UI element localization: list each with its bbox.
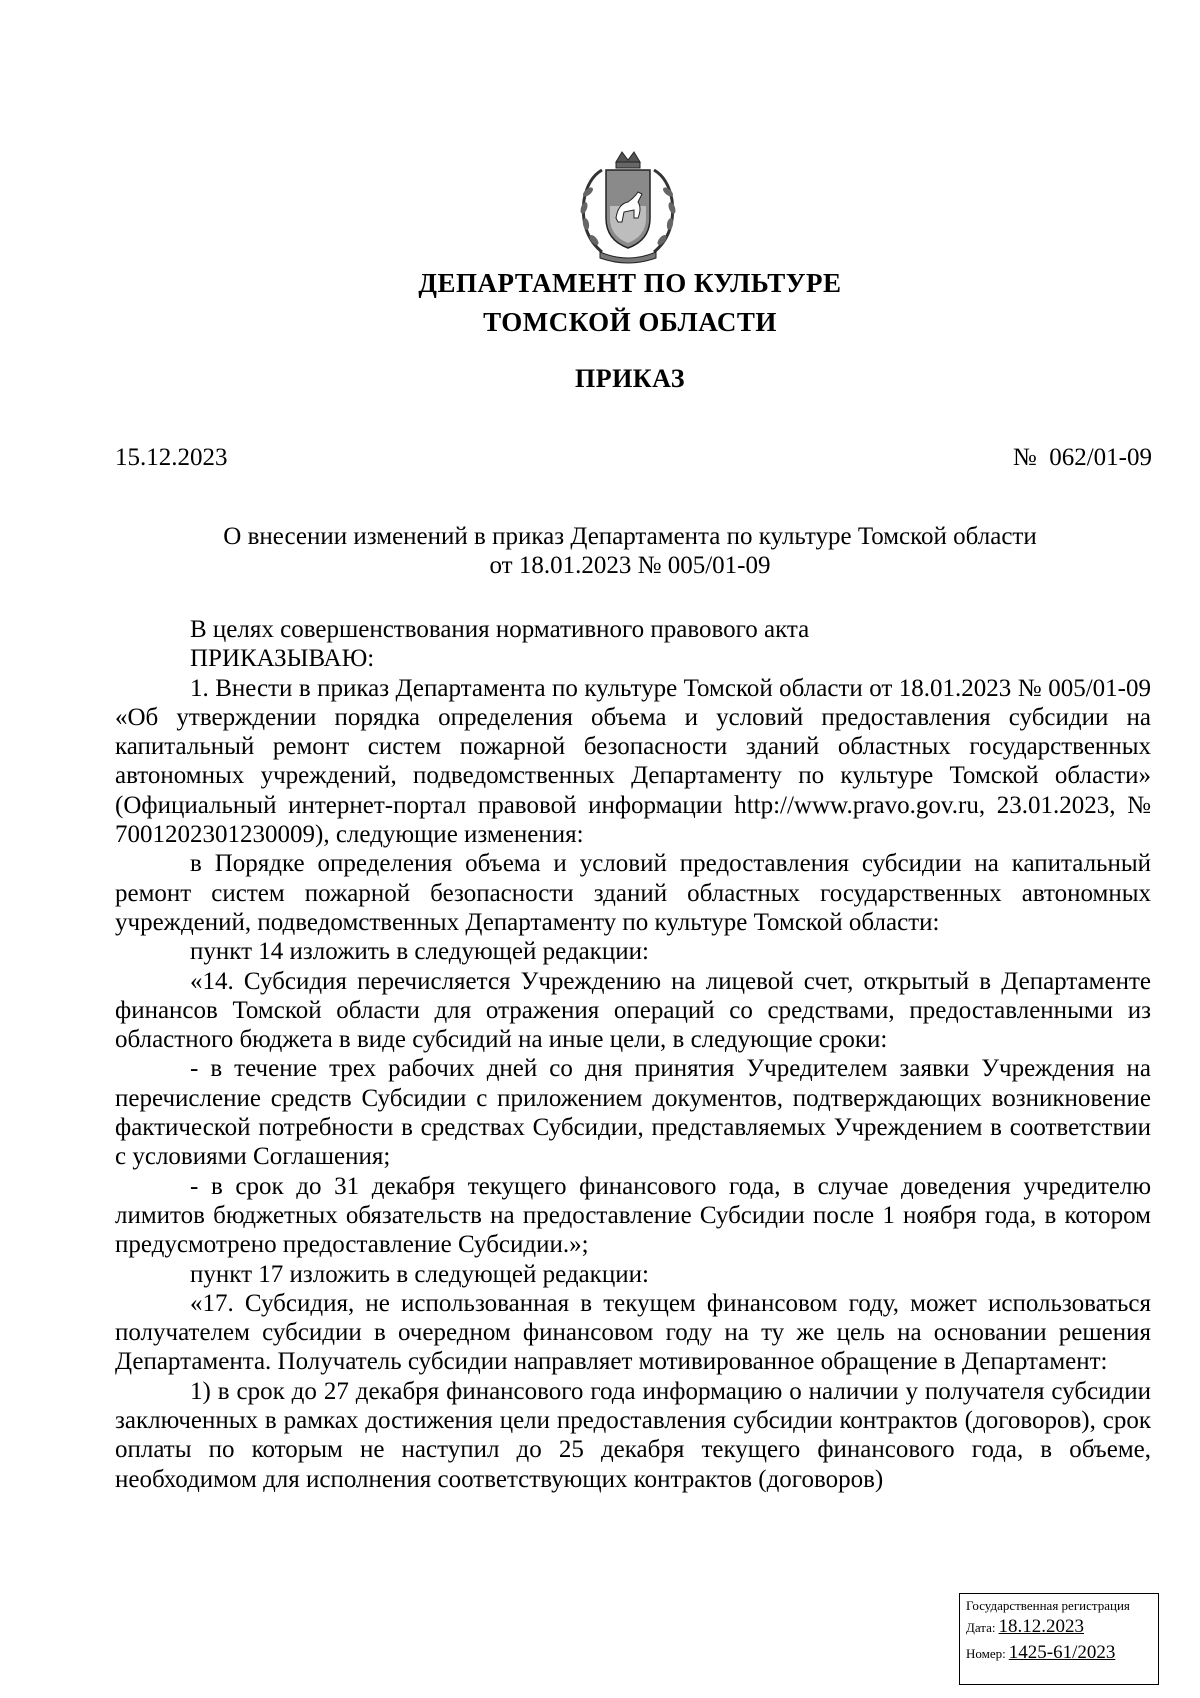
body-paragraph-point17-intro: пункт 17 изложить в следующей редакции:	[190, 1260, 649, 1288]
registration-title: Государственная регистрация	[966, 1598, 1130, 1613]
body-paragraph-item1: 1. Внести в приказ Департамента по культуре Томской области от 18.01.2023 № 005/01-09 «Об утверждении порядка определения объема и условий предоставления субсидии на капитальный ремонт систем пожарной безопасности зданий областных государственных автономных учреждений, подведомственных Департаменту по культуре Томской области» (Официальный интернет-портал правовой информации http://www.pravo.gov.ru, 23.01.2023, № 7001202301230009), следующие изменения:	[115, 674, 1151, 849]
body-paragraph-term1: - в течение трех рабочих дней со дня принятия Учредителем заявки Учреждения на перечисление средств Субсидии с приложением документов, подтверждающих возникновение фактической потребности в средствах Субсидии, представляемых Учреждением в соответствии с условиями Соглашения;	[115, 1055, 1151, 1171]
body-paragraph-point17: «17. Субсидия, не использованная в текущем финансовом году, может использоваться получателем субсидии в очередном финансовом году на ту же цель на основании решения Департамента. Получатель субсидии направляет мотивированное обращение в Департамент:	[115, 1289, 1151, 1376]
organization-name-line1: ДЕПАРТАМЕНТ ПО КУЛЬТУРЕ	[418, 268, 842, 298]
registration-date-label: Дата:	[966, 1620, 996, 1635]
body-paragraph-order: ПРИКАЗЫВАЮ:	[190, 645, 375, 673]
organization-name-line2: ТОМСКОЙ ОБЛАСТИ	[483, 307, 777, 337]
registration-stamp	[959, 1593, 1159, 1685]
document-type: ПРИКАЗ	[574, 364, 686, 393]
document-body	[115, 615, 1151, 1494]
body-paragraph-intro: В целях совершенствования нормативного правового акта	[190, 616, 810, 643]
subject-line2: от 18.01.2023 № 005/01-09	[489, 552, 771, 579]
subject-line1: О внесении изменений в приказ Департамента по культуре Томской области	[223, 523, 1037, 550]
body-paragraph-subpoint1: 1) в срок до 27 декабря финансового года информацию о наличии у получателя субсидии заключенных в рамках достижения цели предоставления субсидии контрактов (договоров), срок оплаты по которым не наступил до 25 декабря текущего финансового года, в объеме, необходимом для исполнения соответствующих контрактов (договоров)	[115, 1377, 1151, 1493]
document-number: № 062/01-09	[1012, 444, 1152, 471]
tomsk-region-coat-of-arms-icon	[572, 148, 684, 266]
body-paragraph-point14: «14. Субсидия перечисляется Учреждению на лицевой счет, открытый в Департаменте финансов Томской области для отражения операций со средствами, предоставленными из областного бюджета в виде субсидий на иные цели, в следующие сроки:	[115, 967, 1151, 1054]
body-paragraph-term2: - в срок до 31 декабря текущего финансового года, в случае доведения учредителю лимитов бюджетных обязательств на предоставление Субсидии после 1 ноября года, в котором предусмотрено предоставление Субсидии.»;	[115, 1172, 1151, 1259]
registration-date-value: 18.12.2023	[998, 1616, 1085, 1637]
body-paragraph-point14-intro: пункт 14 изложить в следующей редакции:	[190, 938, 649, 966]
body-paragraph-procedure: в Порядке определения объема и условий предоставления субсидии на капитальный ремонт систем пожарной безопасности зданий областных государственных автономных учреждений, подведомственных Департаменту по культуре Томской области:	[115, 850, 1151, 936]
document-subject	[115, 522, 1145, 580]
document-date: 15.12.2023	[115, 444, 228, 471]
registration-number-value: 1425-61/2023	[1008, 1642, 1116, 1663]
registration-number-label: Номер:	[966, 1646, 1006, 1661]
